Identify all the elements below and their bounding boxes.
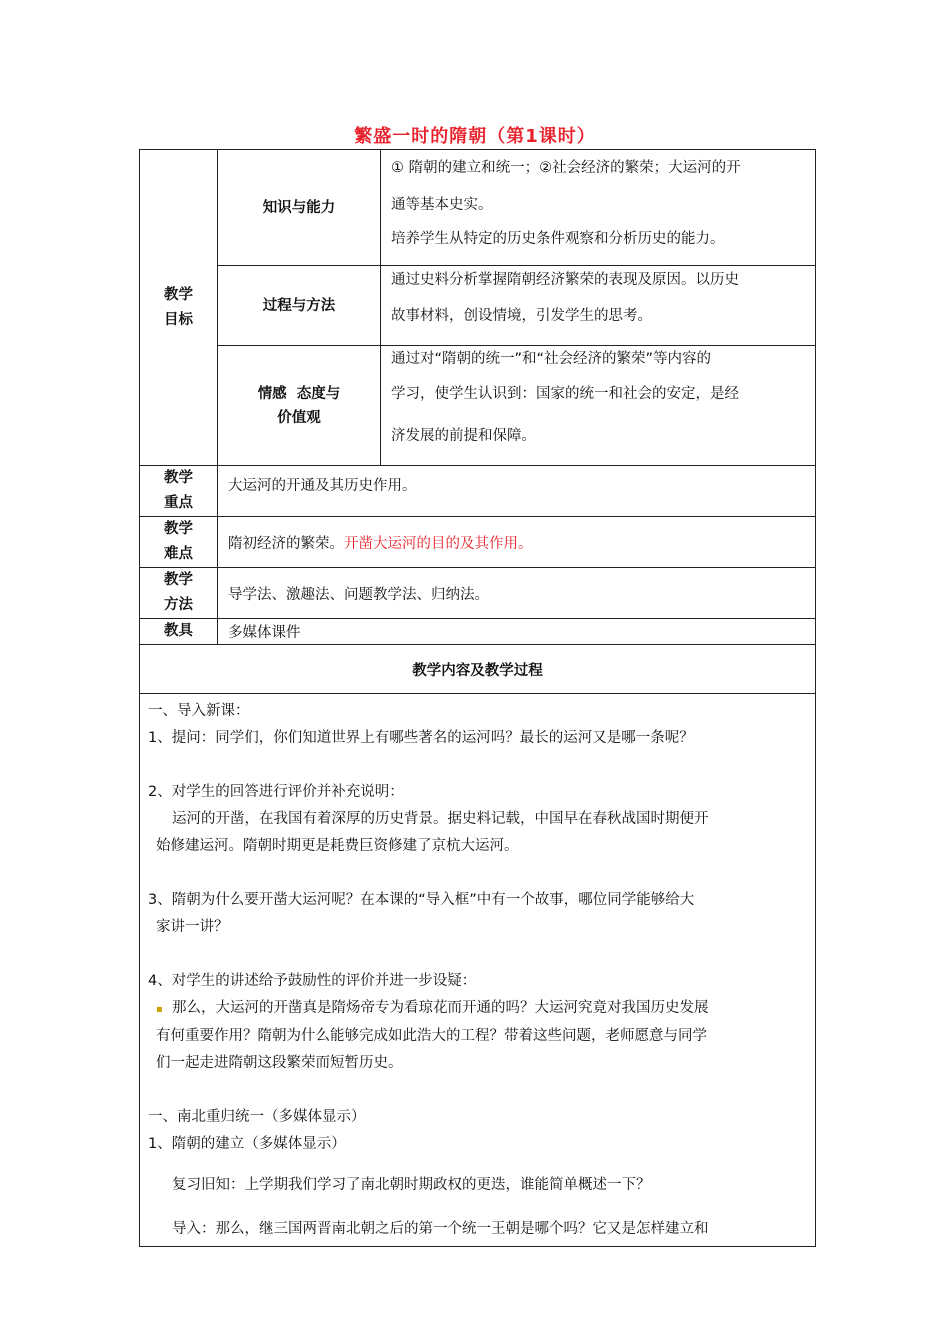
focus-label: 教学 重点 bbox=[140, 466, 218, 517]
process-line: 1、提问：同学们，你们知道世界上有哪些著名的运河吗？最长的运河又是哪一条呢？ bbox=[148, 730, 694, 746]
process-line: 一、导入新课： bbox=[148, 703, 250, 719]
page-title: 繁盛一时的隋朝（第1课时） bbox=[354, 126, 596, 147]
process-line: 有何重要作用？隋朝为什么能够完成如此浩大的工程？带着这些问题，老师愿意与同学 bbox=[156, 1028, 707, 1044]
process-line: 2、对学生的回答进行评价并补充说明： bbox=[148, 784, 404, 800]
process-content bbox=[140, 694, 816, 1247]
tools-label: 教具 bbox=[140, 619, 218, 645]
difficulty-row bbox=[140, 517, 816, 568]
methods-label: 教学 方法 bbox=[140, 568, 218, 619]
difficulty-label: 教学 难点 bbox=[140, 517, 218, 568]
process-heading-row bbox=[140, 645, 816, 694]
objective-row-attitude bbox=[140, 346, 816, 466]
objective-text-process: 通过史料分析掌握隋朝经济繁荣的表现及原因。以历史 故事材料，创设情境，引发学生的思考。 bbox=[381, 266, 816, 346]
objective-text-knowledge: ① 隋朝的建立和统一；②社会经济的繁荣；大运河的开 通等基本史实。 培养学生从特定的历史条件观察和分析历史的能力。 bbox=[381, 150, 816, 266]
process-line: 导入：那么，继三国两晋南北朝之后的第一个统一王朝是哪个吗？它又是怎样建立和 bbox=[172, 1221, 709, 1237]
process-line: 复习旧知：上学期我们学习了南北朝时期政权的更迭，谁能简单概述一下？ bbox=[172, 1177, 651, 1193]
objective-row-knowledge bbox=[140, 150, 816, 266]
lesson-plan-table bbox=[139, 149, 816, 1247]
process-content-row bbox=[140, 694, 816, 1247]
objective-name-attitude: 情感 态度与 价值观 bbox=[218, 346, 381, 466]
process-line: ▪ 那么，大运河的开凿真是隋炀帝专为看琼花而开通的吗？大运河究竟对我国历史发展 bbox=[156, 1000, 709, 1016]
focus-text: 大运河的开通及其历史作用。 bbox=[218, 466, 816, 517]
difficulty-text: 隋初经济的繁荣。开凿大运河的目的及其作用。 bbox=[218, 517, 816, 568]
objective-name-knowledge: 知识与能力 bbox=[218, 150, 381, 266]
bullet-mark: ▪ bbox=[156, 1004, 163, 1015]
methods-row bbox=[140, 568, 816, 619]
tools-text: 多媒体课件 bbox=[218, 619, 816, 645]
process-heading: 教学内容及教学过程 bbox=[140, 645, 816, 694]
methods-text: 导学法、激趣法、问题教学法、归纳法。 bbox=[218, 568, 816, 619]
process-line: 1、隋朝的建立（多媒体显示） bbox=[148, 1136, 346, 1152]
process-line: 家讲一讲？ bbox=[156, 919, 229, 935]
process-line: 一、南北重归统一（多媒体显示） bbox=[148, 1109, 366, 1125]
objective-name-process: 过程与方法 bbox=[218, 266, 381, 346]
process-line: 4、对学生的讲述给予鼓励性的评价并进一步设疑： bbox=[148, 973, 477, 989]
process-line: 运河的开凿，在我国有着深厚的历史背景。据史料记载，中国早在春秋战国时期便开 bbox=[172, 811, 709, 827]
objective-text-attitude: 通过对“隋朝的统一”和“社会经济的繁荣”等内容的 学习，使学生认识到：国家的统一和社会的安定，是经 济发展的前提和保障。 bbox=[381, 346, 816, 466]
difficulty-highlight: 开凿大运河的目的及其作用。 bbox=[344, 535, 533, 552]
objective-row-process bbox=[140, 266, 816, 346]
objectives-label: 教学 目标 bbox=[140, 150, 218, 466]
tools-row bbox=[140, 619, 816, 645]
focus-row bbox=[140, 466, 816, 517]
process-line: 3、隋朝为什么要开凿大运河呢？在本课的“导入框”中有一个故事，哪位同学能够给大 bbox=[148, 892, 695, 908]
process-line: 们一起走进隋朝这段繁荣而短暂历史。 bbox=[156, 1055, 403, 1071]
process-line: 始修建运河。隋朝时期更是耗费巨资修建了京杭大运河。 bbox=[156, 838, 519, 854]
